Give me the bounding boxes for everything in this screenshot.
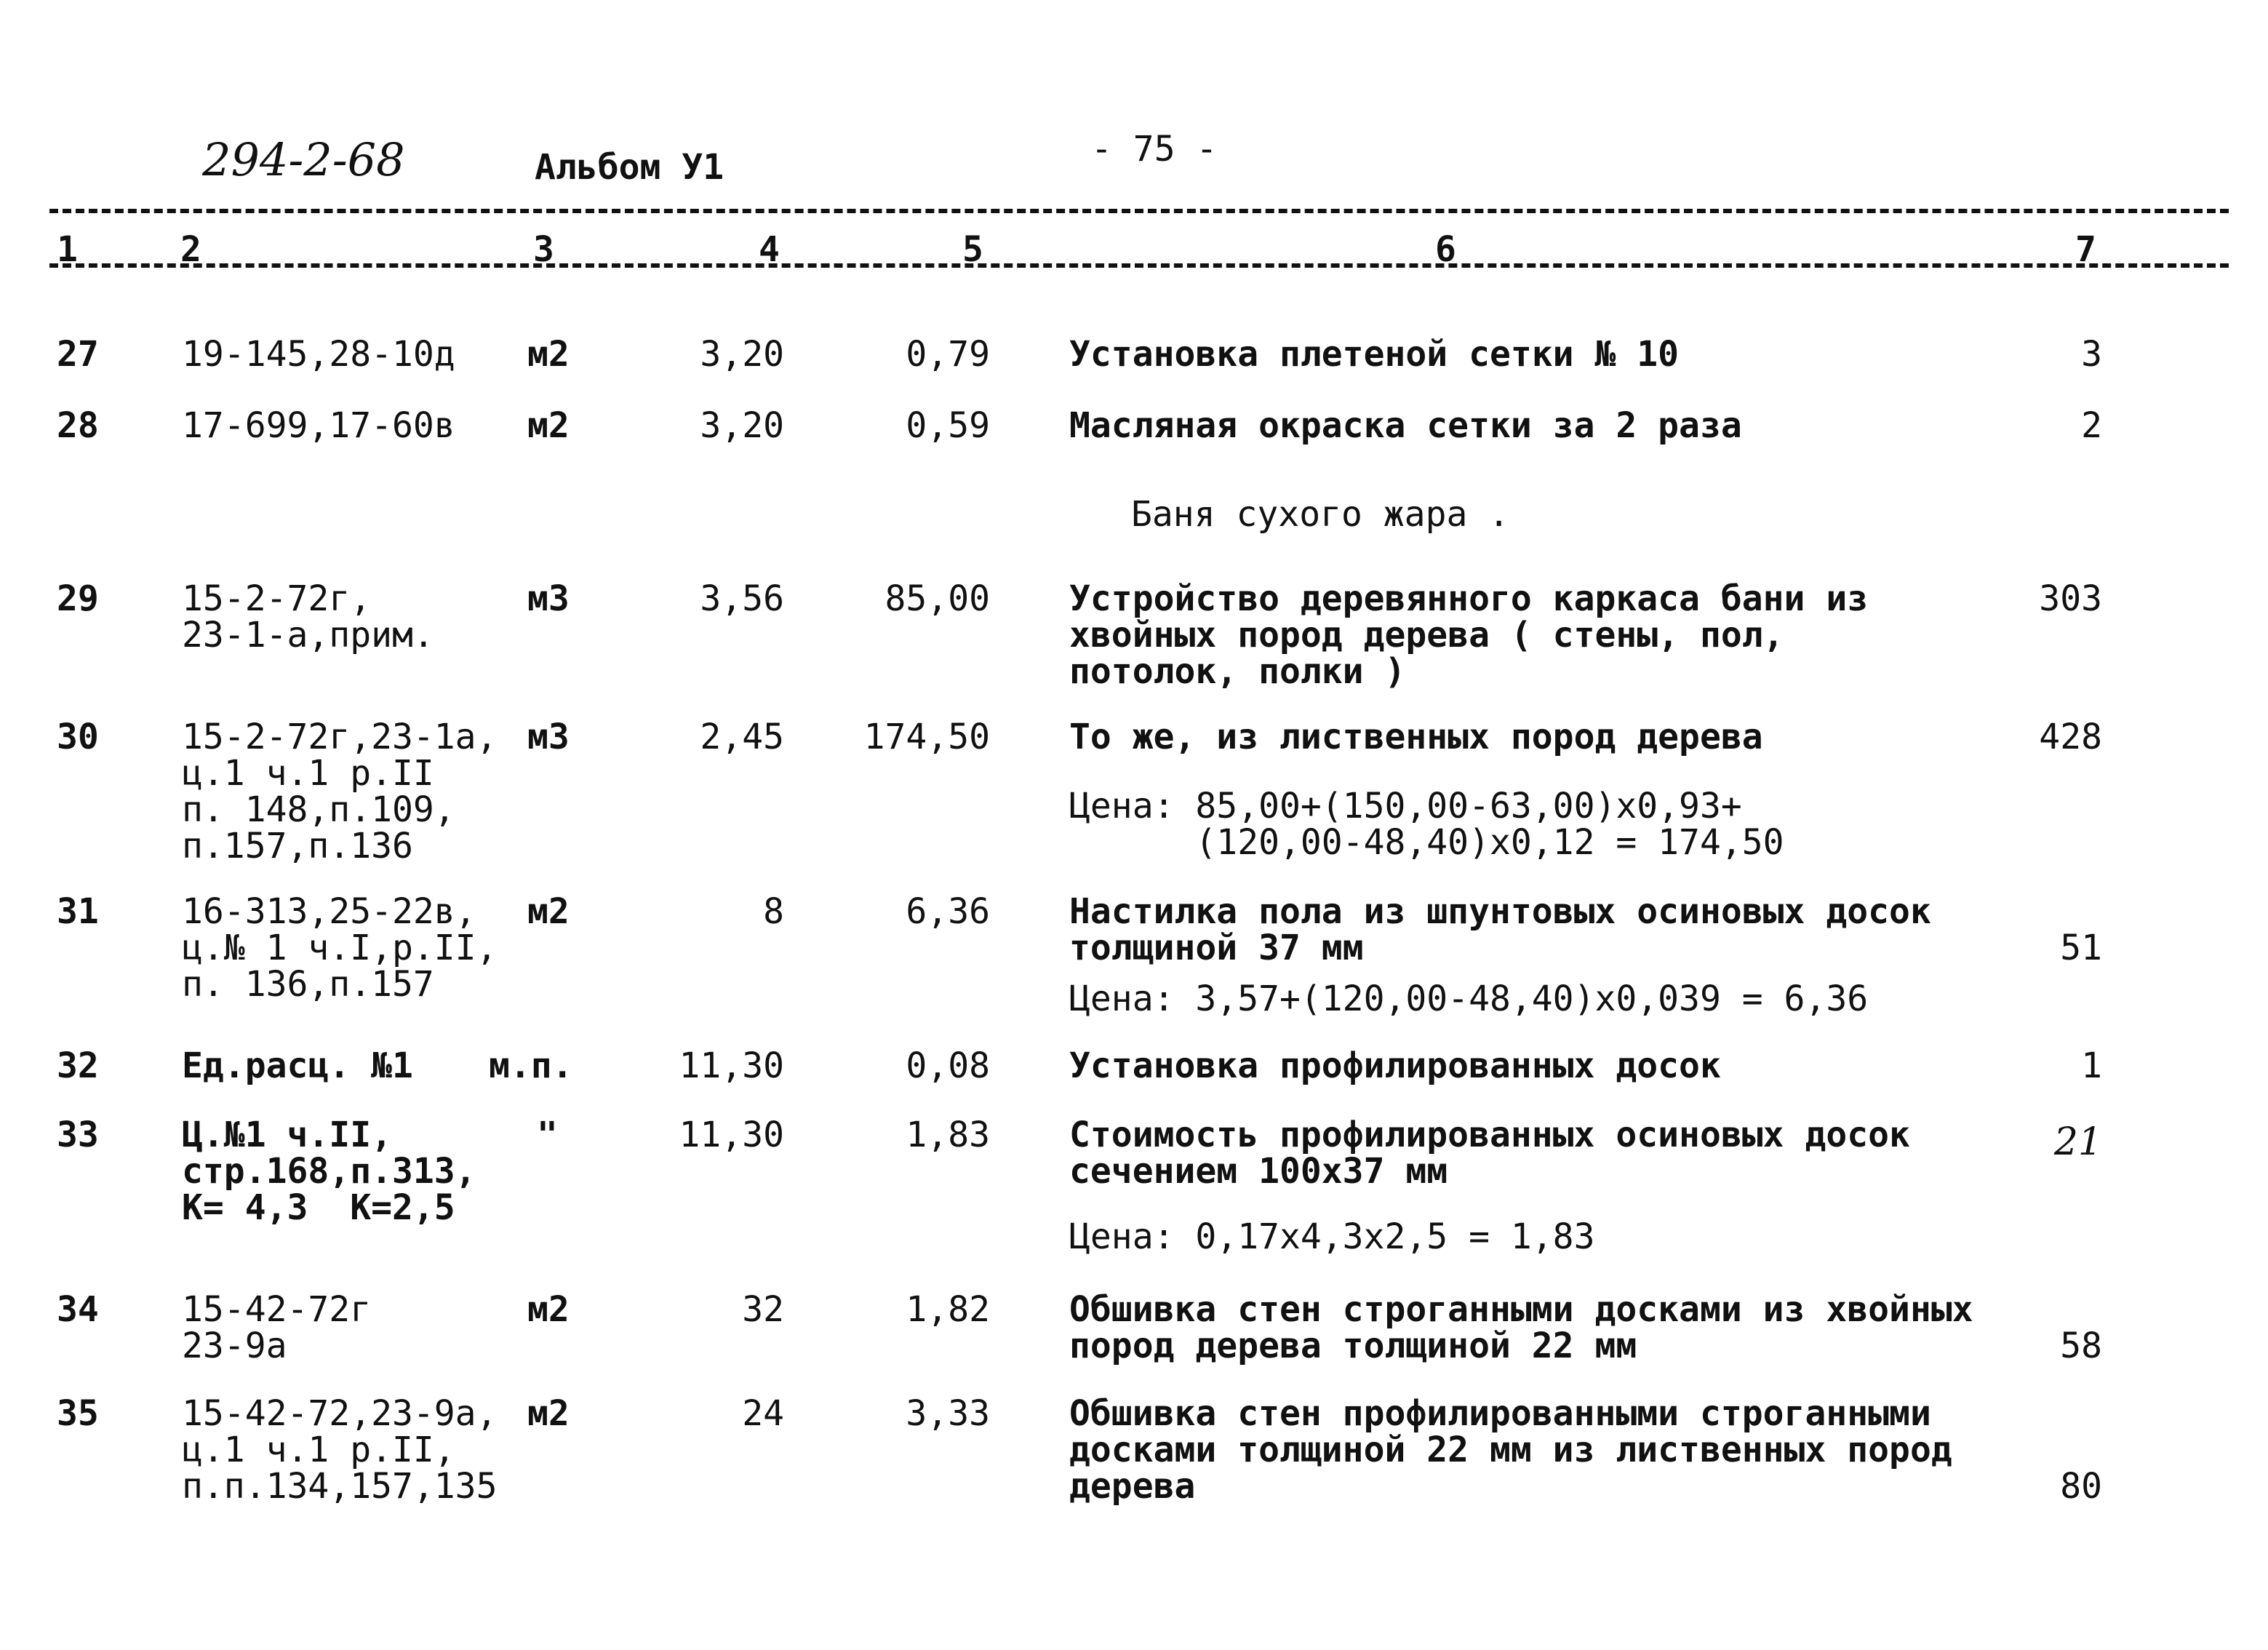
album-label: Альбом У1 [535,147,724,188]
row-unit: м2 [527,891,570,932]
row-number: 27 [57,334,99,375]
row-unit: м2 [527,1393,570,1434]
row-price: 0,59 [906,405,990,446]
row-quantity: 3,20 [700,405,784,446]
row-total: 303 [2039,578,2102,619]
row-unit: м3 [527,717,570,757]
row-quantity: 11,30 [679,1115,784,1155]
document-number: 294-2-68 [202,133,405,186]
colnum-2: 2 [180,229,201,270]
row-description: Настилка пола из шпунтовых осиновых досок толщиной 37 мм [1069,891,1931,968]
row-number: 32 [57,1045,99,1086]
row-total: 1 [2081,1045,2102,1086]
header-rule-top [49,209,2229,213]
row-price: 85,00 [885,578,990,619]
row-total: 51 [2060,928,2102,968]
row-unit: м2 [527,334,570,375]
section-title: Баня сухого жара . [1131,494,1510,535]
colnum-7: 7 [2075,229,2096,270]
row-quantity: 3,20 [700,334,784,375]
row-unit: м3 [527,578,570,619]
row-price: 1,82 [906,1289,990,1330]
row-reference: 15-2-72г,23-1а, ц.1 ч.1 р.II п. 148,п.109, п.157,п.136 [182,717,498,866]
row-description: Масляная окраска сетки за 2 раза [1069,405,1742,446]
row-number: 29 [57,578,99,619]
row-quantity: 3,56 [700,578,784,619]
row-description: Устройство деревянного каркаса бани из хвойных пород дерева ( стены, пол, потолок, полки ) [1069,578,1869,692]
row-price-calculation: Цена: 3,57+(120,00-48,40)х0,039 = 6,36 [1069,979,1869,1019]
row-price: 6,36 [906,891,990,932]
row-price: 174,50 [863,717,990,757]
row-number: 31 [57,891,99,932]
row-number: 30 [57,717,99,757]
row-quantity: 11,30 [679,1045,784,1086]
row-description: Стоимость профилированных осиновых досок сечением 100х37 мм [1069,1115,1910,1192]
row-unit: м.п. [489,1045,573,1086]
row-number: 34 [57,1289,99,1330]
row-unit: м2 [527,1289,570,1330]
row-description: Обшивка стен строганными досками из хвойных пород дерева толщиной 22 мм [1069,1289,1973,1366]
row-number: 33 [57,1115,99,1155]
row-description: Установка профилированных досок [1069,1045,1721,1086]
page-number: - 75 - [1091,129,1218,170]
row-number: 35 [57,1393,99,1434]
row-number: 28 [57,405,99,446]
row-quantity: 24 [742,1393,784,1434]
row-description: Установка плетеной сетки № 10 [1069,334,1680,375]
colnum-1: 1 [57,229,78,270]
row-total: 2 [2081,405,2102,446]
row-reference: 16-313,25-22в, ц.№ 1 ч.I,р.II, п. 136,п.157 [182,891,498,1005]
header-rule-bottom [49,263,2229,268]
row-price: 0,79 [906,334,990,375]
row-price-calculation: Цена: 0,17х4,3х2,5 = 1,83 [1069,1216,1595,1257]
row-reference: 17-699,17-60в [182,405,455,446]
row-reference: 15-42-72,23-9а, ц.1 ч.1 р.II, п.п.134,157,135 [182,1393,498,1507]
colnum-3: 3 [533,229,554,270]
colnum-4: 4 [759,229,780,270]
row-reference: Ед.расц. №1 [182,1045,413,1086]
row-total: 58 [2060,1326,2102,1366]
row-description: То же, из лиственных пород дерева [1069,717,1763,757]
row-reference: 19-145,28-10д [182,334,455,375]
row-reference: 15-42-72г 23-9а [182,1289,372,1366]
row-price-calculation: Цена: 85,00+(150,00-63,00)х0,93+ (120,00-48,40)х0,12 = 174,50 [1069,786,1784,863]
row-reference: Ц.№1 ч.II, стр.168,п.313, К= 4,3 К=2,5 [182,1115,476,1228]
row-quantity: 2,45 [700,717,784,757]
row-reference: 15-2-72г, 23-1-а,прим. [182,578,434,655]
row-description: Обшивка стен профилированными строганными досками толщиной 22 мм из лиственных пород дерева [1069,1393,1952,1507]
row-quantity: 32 [742,1289,784,1330]
colnum-5: 5 [962,229,983,270]
row-total: 3 [2081,334,2102,375]
row-price: 0,08 [906,1045,990,1086]
row-quantity: 8 [763,891,784,932]
row-price: 1,83 [906,1115,990,1155]
colnum-6: 6 [1435,229,1456,270]
row-price: 3,33 [906,1393,990,1434]
row-unit: м2 [527,405,570,446]
row-total: 21 [2053,1120,2102,1164]
row-total: 428 [2039,717,2102,757]
row-unit: " [537,1115,558,1155]
row-total: 80 [2060,1466,2102,1507]
